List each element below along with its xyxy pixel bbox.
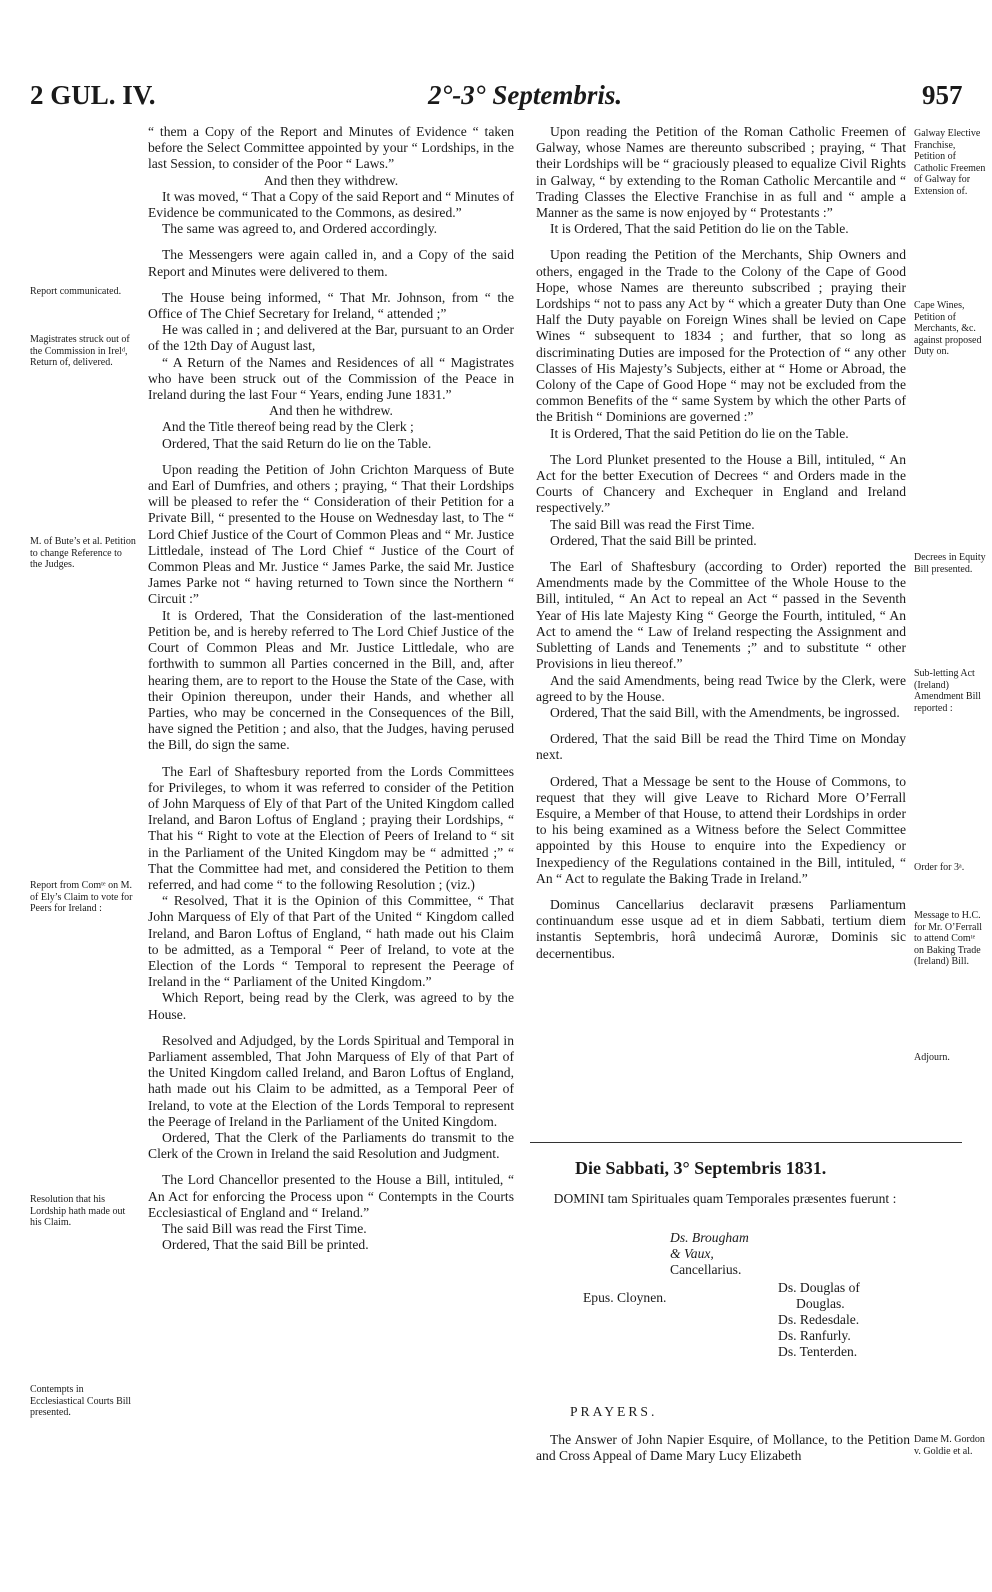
name-line: Ds. Redesdale. bbox=[778, 1312, 860, 1327]
name-line: Ds. Douglas of bbox=[778, 1280, 860, 1295]
journal-paragraph: Resolved and Adjudged, by the Lords Spiritual and Temporal in Parliament assembled, That John Marquess of Ely of that Part of the United Kingdom called Ireland, and Baron Loftus of England, hath made out his Claim to be admitted, as a Temporal Peer of Ireland, to vote at the Election of the Lords Temporal to represent the Peerage of Ireland in the Parliament of the United Kingdom. bbox=[148, 1032, 514, 1129]
journal-paragraph: And the said Amendments, being read Twice by the Clerk, were agreed to by the House. bbox=[536, 672, 906, 704]
section-divider bbox=[530, 1142, 962, 1143]
name-line: Ds. Ranfurly. bbox=[778, 1328, 851, 1343]
journal-paragraph: Upon reading the Petition of the Roman Catholic Freemen of Galway, whose Names are thereunto subscribed ; praying, “ That their Lordships will be “ graciously pleased to equalize Civil Rights in Galway, “ by extending to the Roman Catholic Mercantile and “ Trading Classes the Elective Franchise in as full and “ ample a Manner as the same is now enjoyed by “ Protestants :” bbox=[536, 124, 906, 221]
journal-paragraph: Ordered, That a Message be sent to the House of Commons, to request that they will give Leave to Richard More O’Ferrall Esquire, a Member of that House, to attend their Lordships in order to his being examined as a Witness before the Select Committee appointed by this House to enquire into the Expediency or Inexpediency of the Regulations contained in the Bill, intituled, “ An “ Act to regulate the Baking Trade in Ireland.” bbox=[536, 773, 906, 886]
bishop-name: Epus. Cloynen. bbox=[583, 1290, 667, 1305]
journal-paragraph: He was called in ; and delivered at the Bar, pursuant to an Order of the 12th Day of August last, bbox=[148, 322, 514, 354]
margin-note: M. of Bute’s et al. Petition to change Reference to the Judges. bbox=[30, 536, 136, 570]
domini-line: DOMINI tam Spirituales quam Temporales præsentes fuerunt : bbox=[553, 1191, 897, 1206]
journal-paragraph: “ A Return of the Names and Residences of all “ Magistrates who have been struck out of the Commission of the Peace in Ireland during the last Four “ Years, ending June 1831.” bbox=[148, 354, 514, 403]
journal-paragraph: Ordered, That the said Bill be read the Third Time on Monday next. bbox=[536, 731, 906, 763]
journal-paragraph: It was moved, “ That a Copy of the said Report and “ Minutes of Evidence be communicated to the Commons, as desired.” bbox=[148, 188, 514, 221]
journal-paragraph: Ordered, That the said Bill, with the Amendments, be ingrossed. bbox=[550, 704, 900, 720]
paragraph-gap bbox=[148, 452, 514, 462]
journal-paragraph: It is Ordered, That the said Petition do lie on the Table. bbox=[550, 221, 849, 237]
prayers-heading: PRAYERS. bbox=[570, 1404, 658, 1419]
paragraph-gap bbox=[536, 764, 906, 774]
journal-paragraph: Upon reading the Petition of John Crichton Marquess of Bute and Earl of Dumfries, and others ; praying, “ That their Lordships will be pleased to refer the “ Consideration of their Petition for a Private Bill, “ presented to the House on Wednesday last, to The “ Lord Chief Justice of the Court of Common Pleas and “ Mr. Justice Littledale, instead of The Lord Chief “ Justice of the Court of Common Pleas and Mr. Justice “ James Parke, the said Mr. Justice James Parke not “ having returned to Town since the Northern “ Circuit :” bbox=[148, 461, 514, 607]
date-heading: 2°-3° Septembris. bbox=[428, 80, 623, 110]
paragraph-gap bbox=[148, 1162, 514, 1172]
margin-note: Message to H.C. for Mr. O’Ferrall to attend Comᵗᵉ on Baking Trade (Ireland) Bill. bbox=[914, 910, 983, 967]
journal-paragraph: “ Resolved, That it is the Opinion of this Committee, “ That John Marquess of Ely of that Part of the United “ Kingdom called Ireland, and Baron Loftus of England, “ hath made out his Claim to be admitted, as a Temporal “ Peer of Ireland, to vote at the Election of the Lords “ Temporal to represent the Peerage of Ireland in the “ Parliament of the United Kingdom.” bbox=[148, 893, 514, 990]
name-line: Cancellarius. bbox=[670, 1262, 742, 1277]
margin-note: Decrees in Equity Bill presented. bbox=[914, 552, 986, 575]
name-line: Ds. Brougham bbox=[670, 1230, 749, 1245]
journal-paragraph: Ordered, That the said Bill be printed. bbox=[550, 532, 757, 548]
sitting-heading: Die Sabbati, 3° Septembris 1831. bbox=[575, 1158, 827, 1178]
journal-paragraph: The Earl of Shaftesbury (according to Order) reported the Amendments made by the Committee of the Whole House to the Bill, intituled, “ An Act to repeal an Act “ passed in the Seventh Year of His late Majesty King “ George the Fourth, intituled, “ An Act to amend the “ Law of Ireland respecting the Assignment and Subletting of Lands and Tenements ;” and to substitute “ other Provisions in lieu thereof.” bbox=[536, 559, 906, 672]
journal-paragraph: And then he withdrew. bbox=[269, 403, 393, 419]
journal-paragraph: Dominus Cancellarius declaravit præsens Parliamentum continuandum esse usque ad et in diem Sabbati, tertium diem instantis Septembris, horâ undecimâ Auroræ, Dominis sic decernentibus. bbox=[536, 896, 906, 961]
margin-note: Contempts in Ecclesiastical Courts Bill presented. bbox=[30, 1384, 132, 1418]
paragraph-gap bbox=[148, 237, 514, 247]
margin-note: Resolution that his Lordship hath made out his Claim. bbox=[30, 1194, 126, 1228]
right-column bbox=[536, 124, 906, 962]
margin-note: Cape Wines, Petition of Merchants, &c. against proposed Duty on. bbox=[914, 300, 982, 357]
journal-paragraph: Ordered, That the Clerk of the Parliaments do transmit to the Clerk of the Crown in Ireland the said Resolution and Judgment. bbox=[148, 1129, 514, 1162]
margin-note: Adjourn. bbox=[914, 1052, 950, 1063]
journal-paragraph: The said Bill was read the First Time. bbox=[550, 516, 755, 532]
journal-paragraph: The House being informed, “ That Mr. Johnson, from “ the Office of The Chief Secretary for Ireland, “ attended ;” bbox=[148, 289, 514, 322]
journal-paragraph: “ them a Copy of the Report and Minutes of Evidence “ taken before the Select Committee appointed by your “ Lordships, in the last Session, to consider of the Poor “ Laws.” bbox=[148, 124, 514, 172]
paragraph-gap bbox=[536, 237, 906, 247]
name-line: Ds. Tenterden. bbox=[778, 1344, 858, 1359]
paragraph-gap bbox=[148, 280, 514, 290]
margin-note: Magistrates struck out of the Commission in Irelᵈ, Return of, delivered. bbox=[30, 334, 130, 368]
journal-paragraph: The same was agreed to, and Ordered accordingly. bbox=[162, 221, 438, 237]
margin-note: Galway Elective Franchise, Petition of Catholic Freemen of Galway for Extension of. bbox=[914, 128, 986, 197]
name-line: Douglas. bbox=[796, 1296, 845, 1311]
journal-paragraph: And then they withdrew. bbox=[263, 172, 399, 188]
lords-list bbox=[778, 1280, 860, 1360]
page-number: 957 bbox=[922, 80, 963, 110]
paragraph-gap bbox=[536, 549, 906, 559]
left-column bbox=[148, 124, 514, 1253]
chancellor-names bbox=[670, 1230, 749, 1278]
journal-paragraph: The Earl of Shaftesbury reported from the Lords Committees for Privileges, to whom it was referred to consider of the Petition of John Marquess of Ely of that Part of the United Kingdom called Ireland, and Baron Loftus of England ; praying their Lordships, “ That his “ Right to vote at the Election of Peers of Ireland to “ sit in the Parliament of the United Kingdom may be “ admitted ;” “ That the Committee had met, and considered the Petition to them referred, and had come “ to the following Resolution ; (viz.) bbox=[148, 763, 514, 892]
journal-paragraph: The said Bill was read the First Time. bbox=[162, 1221, 367, 1236]
margin-note: Sub-letting Act (Ireland) Amendment Bill reported : bbox=[914, 668, 981, 714]
journal-paragraph: The Lord Plunket presented to the House a Bill, intituled, “ An Act for the better Execution of Decrees “ and Orders made in the Courts of Chancery and Exchequer in England and Ireland respectively.” bbox=[536, 451, 906, 516]
paragraph-gap bbox=[536, 721, 906, 731]
name-line: & Vaux, bbox=[670, 1246, 714, 1261]
paragraph-gap bbox=[536, 887, 906, 897]
regnal-year: 2 GUL. IV. bbox=[30, 80, 156, 110]
journal-paragraph: Upon reading the Petition of the Merchants, Ship Owners and others, engaged in the Trade to the Colony of the Cape of Good Hope, whose Names are thereunto subscribed ; praying their Lordships “ not to pass any Act by “ which a greater Duty than One Half the Duty payable on Foreign Wines shall be levied on Cape Wines “ subsequent to 1834 ; and further, that so long as discriminating Duties are imposed for the Protection of “ any other Classes of His Majesty’s Subjects, either at “ Home or Abroad, the Colony of the Cape of Good Hope “ may not be excluded from the common Benefits of the “ same System by which the other Parts of the British “ Dominions are governed :” bbox=[536, 247, 906, 425]
margin-note: Report from Comᵗᵉ on M. of Ely’s Claim to vote for Peers for Ireland : bbox=[30, 880, 133, 914]
paragraph-gap bbox=[148, 754, 514, 764]
journal-paragraph: Ordered, That the said Return do lie on the Table. bbox=[162, 435, 432, 451]
margin-note: Order for 3ᵃ. bbox=[914, 862, 965, 873]
paragraph-gap bbox=[148, 1023, 514, 1033]
journal-paragraph: The Lord Chancellor presented to the House a Bill, intituled, “ An Act for enforcing the Process upon “ Contempts in the Courts Ecclesiastical of England and “ Ireland.” bbox=[148, 1172, 514, 1220]
journal-paragraph: And the Title thereof being read by the Clerk ; bbox=[162, 419, 414, 435]
paragraph-gap bbox=[536, 442, 906, 452]
journal-paragraph: Which Report, being read by the Clerk, was agreed to by the House. bbox=[148, 990, 514, 1022]
margin-note: Dame M. Gordon v. Goldie et al. bbox=[914, 1434, 985, 1457]
journal-paragraph: The Messengers were again called in, and a Copy of the said Report and Minutes were delivered to them. bbox=[148, 247, 514, 279]
journal-paragraph: It is Ordered, That the said Petition do lie on the Table. bbox=[550, 425, 849, 441]
margin-note: Report communicated. bbox=[30, 286, 122, 297]
journal-paragraph: It is Ordered, That the Consideration of the last-mentioned Petition be, and is hereby referred to The Lord Chief Justice of the Court of Common Pleas and Mr. Justice Littledale, who are forthwith to summon all Parties concerned in the Bill, and, after hearing them, are to report to the House the State of the Case, with their Opinion thereupon, under their Hands, and whether all Parties, who may be concerned in the Consequences of the Bill, have signed the Petition ; and also, that the Judges, having perused the Bill, do sign the same. bbox=[148, 607, 514, 753]
journal-paragraph: Ordered, That the said Bill be printed. bbox=[162, 1237, 369, 1253]
answer-paragraph: The Answer of John Napier Esquire, of Mollance, to the Petition and Cross Appeal of Dame Mary Lucy Elizabeth bbox=[536, 1432, 910, 1464]
